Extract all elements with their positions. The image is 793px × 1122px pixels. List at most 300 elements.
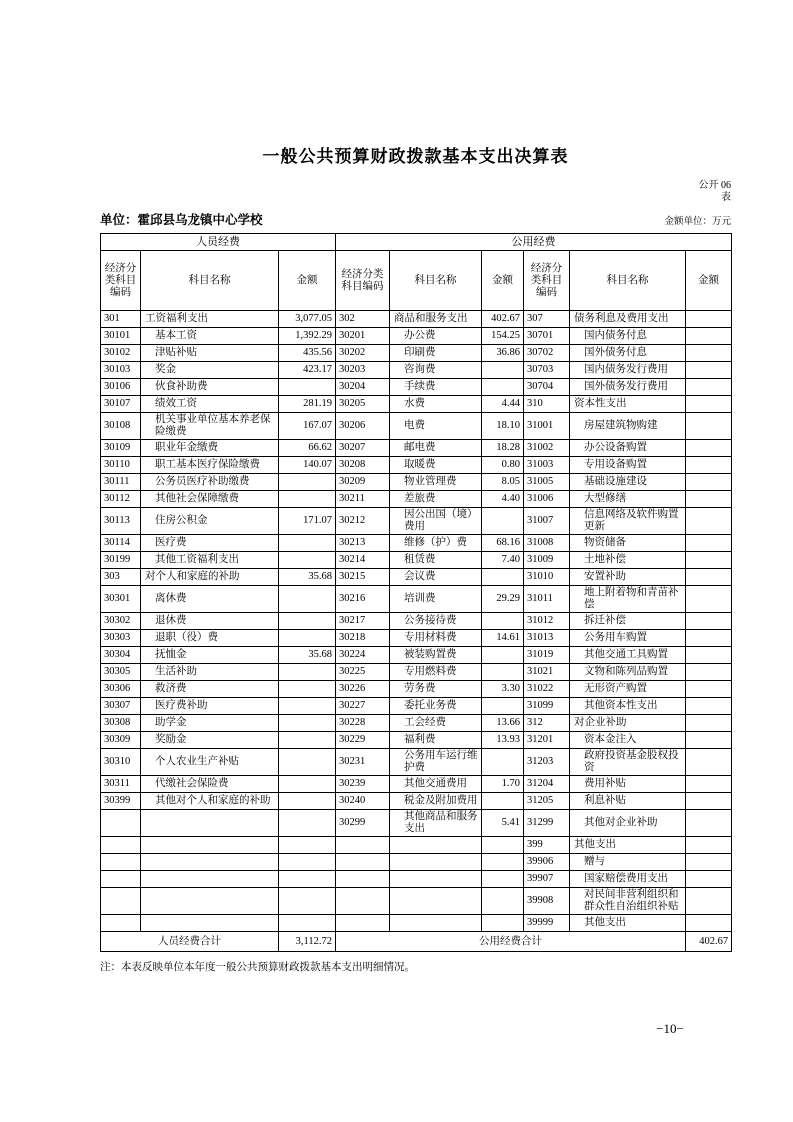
doc-code-line-1: 公开 06 [698,180,731,191]
subject-name-cell: 其他工资福利支出 [141,552,279,569]
code-cell: 30108 [101,413,141,440]
amount-cell [686,396,732,413]
code-cell [101,871,141,888]
code-cell: 30303 [101,630,141,647]
table-row [101,535,732,552]
amount-cell [279,586,336,613]
subject-name-cell: 工会经费 [390,715,482,732]
amount-cell: 402.67 [482,311,524,328]
subject-name-cell [141,871,279,888]
amount-cell: 3,077.05 [279,311,336,328]
column-header-row [101,251,732,311]
code-cell: 30218 [336,630,390,647]
amount-cell [686,491,732,508]
subject-name-cell: 手续费 [390,379,482,396]
amount-cell: 1.70 [482,776,524,793]
table-row [101,715,732,732]
personnel-total-label: 人员经费合计 [101,932,279,952]
expenditure-table [100,233,732,952]
amount-cell [279,915,336,932]
table-row [101,888,732,915]
col-header-code: 经济分类科目编码 [101,251,141,311]
amount-cell [279,474,336,491]
code-cell: 31203 [524,749,570,776]
code-cell: 30207 [336,440,390,457]
subject-name-cell: 专用燃料费 [390,664,482,681]
table-row [101,311,732,328]
subject-name-cell [390,871,482,888]
amount-cell [686,457,732,474]
code-cell: 30213 [336,535,390,552]
subject-name-cell: 拆迁补偿 [570,613,686,630]
amount-cell: 35.68 [279,647,336,664]
footnote: 注：本表反映单位本年度一般公共预算财政拨款基本支出明细情况。 [100,962,415,973]
subject-name-cell [390,915,482,932]
subject-name-cell: 助学金 [141,715,279,732]
subject-name-cell: 商品和服务支出 [390,311,482,328]
amount-cell [686,698,732,715]
code-cell: 30305 [101,664,141,681]
amount-cell: 1,392.29 [279,328,336,345]
amount-cell [686,776,732,793]
code-cell: 30702 [524,345,570,362]
table-row [101,664,732,681]
subject-name-cell: 国外债务发行费用 [570,379,686,396]
code-cell: 39908 [524,888,570,915]
code-cell: 30203 [336,362,390,379]
code-cell: 30311 [101,776,141,793]
amount-cell [482,664,524,681]
subject-name-cell: 咨询费 [390,362,482,379]
code-cell: 31010 [524,569,570,586]
table-row [101,413,732,440]
doc-code-line-2: 表 [721,192,731,203]
code-cell: 30206 [336,413,390,440]
code-cell: 30309 [101,732,141,749]
code-cell: 301 [101,311,141,328]
code-cell: 30102 [101,345,141,362]
code-cell: 30110 [101,457,141,474]
table-row [101,586,732,613]
subject-name-cell: 办公设备购置 [570,440,686,457]
amount-cell [279,854,336,871]
code-cell: 30224 [336,647,390,664]
code-cell: 31003 [524,457,570,474]
amount-cell [482,871,524,888]
subject-name-cell: 会议费 [390,569,482,586]
subject-name-cell: 生活补助 [141,664,279,681]
amount-cell: 13.66 [482,715,524,732]
amount-cell: 14.61 [482,630,524,647]
code-cell: 30304 [101,647,141,664]
unit-label: 单位：霍邱县乌龙镇中心学校 [100,213,263,227]
code-cell: 31006 [524,491,570,508]
code-cell [101,810,141,837]
amount-cell [279,776,336,793]
document-page [100,0,731,974]
amount-cell [686,552,732,569]
subject-name-cell: 因公出国（境）费用 [390,508,482,535]
col-header-amount: 金额 [482,251,524,311]
amount-cell [279,613,336,630]
code-cell: 30107 [101,396,141,413]
code-cell: 31011 [524,586,570,613]
subject-name-cell: 公务用车运行维护费 [390,749,482,776]
col-header-name: 科目名称 [570,251,686,311]
subject-name-cell: 培训费 [390,586,482,613]
code-cell [336,915,390,932]
subject-name-cell: 信息网络及软件购置更新 [570,508,686,535]
subject-name-cell [390,854,482,871]
code-cell: 39907 [524,871,570,888]
code-cell: 312 [524,715,570,732]
subject-name-cell: 职业年金缴费 [141,440,279,457]
amount-cell [482,647,524,664]
amount-cell [686,749,732,776]
amount-cell: 35.68 [279,569,336,586]
code-cell [336,854,390,871]
subject-name-cell: 津贴补贴 [141,345,279,362]
subject-name-cell: 印刷费 [390,345,482,362]
amount-cell [279,715,336,732]
subject-name-cell: 利息补贴 [570,793,686,810]
subject-name-cell [390,837,482,854]
subject-name-cell: 劳务费 [390,681,482,698]
col-header-name: 科目名称 [141,251,279,311]
table-row [101,457,732,474]
code-cell: 31009 [524,552,570,569]
subject-name-cell: 国内债务发行费用 [570,362,686,379]
amount-cell [279,871,336,888]
col-header-code: 经济分类科目编码 [524,251,570,311]
amount-cell [686,810,732,837]
code-cell: 30199 [101,552,141,569]
code-cell [101,888,141,915]
code-cell: 31204 [524,776,570,793]
code-cell: 31008 [524,535,570,552]
subject-name-cell: 文物和陈列品购置 [570,664,686,681]
table-row [101,810,732,837]
subject-name-cell: 公务接待费 [390,613,482,630]
amount-cell: 423.17 [279,362,336,379]
amount-cell [279,749,336,776]
amount-cell: 167.07 [279,413,336,440]
amount-cell [279,535,336,552]
subject-name-cell [141,888,279,915]
amount-cell [482,793,524,810]
subject-name-cell: 费用补贴 [570,776,686,793]
table-row [101,630,732,647]
amount-cell [482,362,524,379]
amount-cell [686,664,732,681]
amount-cell [686,871,732,888]
amount-cell: 154.25 [482,328,524,345]
amount-cell [279,732,336,749]
amount-cell [686,345,732,362]
subject-name-cell: 大型修缮 [570,491,686,508]
amount-cell [686,793,732,810]
table-row [101,749,732,776]
amount-cell: 0.80 [482,457,524,474]
amount-cell [686,681,732,698]
code-cell: 31002 [524,440,570,457]
amount-cell [279,698,336,715]
subject-name-cell: 绩效工资 [141,396,279,413]
amount-cell [686,474,732,491]
subject-name-cell [390,888,482,915]
code-cell: 310 [524,396,570,413]
code-cell: 39906 [524,854,570,871]
amount-cell [482,888,524,915]
subject-name-cell: 其他资本性支出 [570,698,686,715]
code-cell: 30226 [336,681,390,698]
table-row [101,915,732,932]
subject-name-cell: 国外债务付息 [570,345,686,362]
code-cell: 30202 [336,345,390,362]
code-cell: 30299 [336,810,390,837]
table-row [101,698,732,715]
code-cell [336,837,390,854]
table-row [101,345,732,362]
amount-cell [279,379,336,396]
amount-cell [686,508,732,535]
table-row [101,776,732,793]
code-cell: 30113 [101,508,141,535]
amount-cell: 4.44 [482,396,524,413]
subject-name-cell: 土地补偿 [570,552,686,569]
page-number: −10− [656,1021,684,1036]
code-cell: 30240 [336,793,390,810]
code-cell: 31299 [524,810,570,837]
subject-name-cell: 奖励金 [141,732,279,749]
amount-cell [686,586,732,613]
subject-name-cell: 物资储备 [570,535,686,552]
code-cell: 31007 [524,508,570,535]
subject-name-cell: 福利费 [390,732,482,749]
amount-cell: 3.30 [482,681,524,698]
amount-cell: 13.93 [482,732,524,749]
amount-cell: 29.29 [482,586,524,613]
amount-cell [482,379,524,396]
subject-name-cell: 对民间非营利组织和群众性自治组织补贴 [570,888,686,915]
subject-name-cell: 资本性支出 [570,396,686,413]
subject-name-cell: 退休费 [141,613,279,630]
subject-name-cell: 伙食补助费 [141,379,279,396]
code-cell [101,837,141,854]
subject-name-cell: 对个人和家庭的补助 [141,569,279,586]
table-row [101,508,732,535]
code-cell: 30229 [336,732,390,749]
code-cell: 302 [336,311,390,328]
subject-name-cell: 委托业务费 [390,698,482,715]
table-row [101,871,732,888]
subject-name-cell: 安置补助 [570,569,686,586]
subject-name-cell: 房屋建筑物购建 [570,413,686,440]
amount-cell: 140.07 [279,457,336,474]
subject-name-cell: 政府投资基金股权投资 [570,749,686,776]
subject-name-cell [141,854,279,871]
subject-name-cell: 国家赔偿费用支出 [570,871,686,888]
amount-cell [482,508,524,535]
code-cell: 307 [524,311,570,328]
subject-name-cell: 无形资产购置 [570,681,686,698]
subject-name-cell: 个人农业生产补贴 [141,749,279,776]
amount-cell [482,569,524,586]
code-cell: 30111 [101,474,141,491]
code-cell: 399 [524,837,570,854]
subject-name-cell: 其他商品和服务支出 [390,810,482,837]
subject-name-cell: 物业管理费 [390,474,482,491]
code-cell: 30703 [524,362,570,379]
amount-cell [279,837,336,854]
subject-name-cell: 其他对企业补助 [570,810,686,837]
amount-cell [686,569,732,586]
subject-name-cell: 其他交通工具购置 [570,647,686,664]
code-cell: 31013 [524,630,570,647]
code-cell: 30103 [101,362,141,379]
col-header-name: 科目名称 [390,251,482,311]
amount-cell: 4.40 [482,491,524,508]
code-cell: 30301 [101,586,141,613]
public-total-value: 402.67 [686,932,732,952]
amount-cell [279,810,336,837]
table-row [101,491,732,508]
code-cell: 30307 [101,698,141,715]
table-row [101,474,732,491]
code-cell: 31201 [524,732,570,749]
subject-name-cell: 地上附着物和青苗补偿 [570,586,686,613]
subject-name-cell: 水费 [390,396,482,413]
subject-name-cell: 取暖费 [390,457,482,474]
subject-name-cell: 其他社会保障缴费 [141,491,279,508]
subject-name-cell: 差旅费 [390,491,482,508]
table-row [101,613,732,630]
subject-name-cell [141,915,279,932]
subject-name-cell: 债务利息及费用支出 [570,311,686,328]
personnel-total-value: 3,112.72 [279,932,336,952]
table-row [101,793,732,810]
code-cell: 30216 [336,586,390,613]
amount-cell [686,732,732,749]
subject-name-cell: 赠与 [570,854,686,871]
amount-cell [686,362,732,379]
page-title: 一般公共预算财政拨款基本支出决算表 [262,147,569,166]
amount-cell: 171.07 [279,508,336,535]
code-cell: 30302 [101,613,141,630]
code-cell: 30704 [524,379,570,396]
amount-cell [686,837,732,854]
subject-name-cell: 其他支出 [570,915,686,932]
subject-name-cell: 对企业补助 [570,715,686,732]
subject-name-cell: 办公费 [390,328,482,345]
subject-name-cell: 基本工资 [141,328,279,345]
subject-name-cell: 国内债务付息 [570,328,686,345]
table-row [101,681,732,698]
subject-name-cell [141,810,279,837]
group-header-public: 公用经费 [336,234,732,251]
amount-cell: 66.62 [279,440,336,457]
amount-cell [279,681,336,698]
group-header-row [101,234,732,251]
subject-name-cell: 专用设备购置 [570,457,686,474]
code-cell: 30308 [101,715,141,732]
amount-cell [279,664,336,681]
subject-name-cell: 维修（护）费 [390,535,482,552]
amount-cell: 36.86 [482,345,524,362]
subject-name-cell: 医疗费 [141,535,279,552]
table-row [101,569,732,586]
code-cell [336,871,390,888]
code-cell: 30310 [101,749,141,776]
table-row [101,396,732,413]
amount-cell: 8.05 [482,474,524,491]
code-cell: 303 [101,569,141,586]
subject-name-cell: 租赁费 [390,552,482,569]
code-cell: 31205 [524,793,570,810]
subject-name-cell: 抚恤金 [141,647,279,664]
col-header-amount: 金额 [279,251,336,311]
table-row [101,328,732,345]
code-cell: 30239 [336,776,390,793]
amount-cell: 5.41 [482,810,524,837]
subject-name-cell: 工资福利支出 [141,311,279,328]
code-cell: 30204 [336,379,390,396]
amount-cell [482,854,524,871]
col-header-amount: 金额 [686,251,732,311]
amount-cell [686,413,732,440]
code-cell: 30214 [336,552,390,569]
code-cell: 30231 [336,749,390,776]
subject-name-cell: 被装购置费 [390,647,482,664]
code-cell: 30212 [336,508,390,535]
code-cell: 30209 [336,474,390,491]
subject-name-cell: 专用材料费 [390,630,482,647]
amount-cell [686,535,732,552]
code-cell: 31012 [524,613,570,630]
table-row [101,854,732,871]
amount-cell: 281.19 [279,396,336,413]
amount-cell [686,613,732,630]
meta-row [100,212,731,228]
amount-cell [279,888,336,915]
amount-cell [279,491,336,508]
amount-cell [279,630,336,647]
doc-code [100,180,731,204]
code-cell: 30215 [336,569,390,586]
amount-cell [686,311,732,328]
amount-cell: 18.10 [482,413,524,440]
subject-name-cell: 税金及附加费用 [390,793,482,810]
subject-name-cell: 机关事业单位基本养老保险缴费 [141,413,279,440]
amount-cell [686,854,732,871]
amount-cell [686,647,732,664]
amount-cell: 7.40 [482,552,524,569]
subject-name-cell: 奖金 [141,362,279,379]
code-cell: 30217 [336,613,390,630]
subject-name-cell: 住房公积金 [141,508,279,535]
totals-row [101,932,732,952]
code-cell: 31099 [524,698,570,715]
table-row [101,440,732,457]
amount-cell [686,715,732,732]
subject-name-cell: 其他交通费用 [390,776,482,793]
code-cell: 30112 [101,491,141,508]
code-cell: 30701 [524,328,570,345]
group-header-personnel: 人员经费 [101,234,336,251]
amount-cell [686,379,732,396]
code-cell: 30228 [336,715,390,732]
amount-cell [686,888,732,915]
